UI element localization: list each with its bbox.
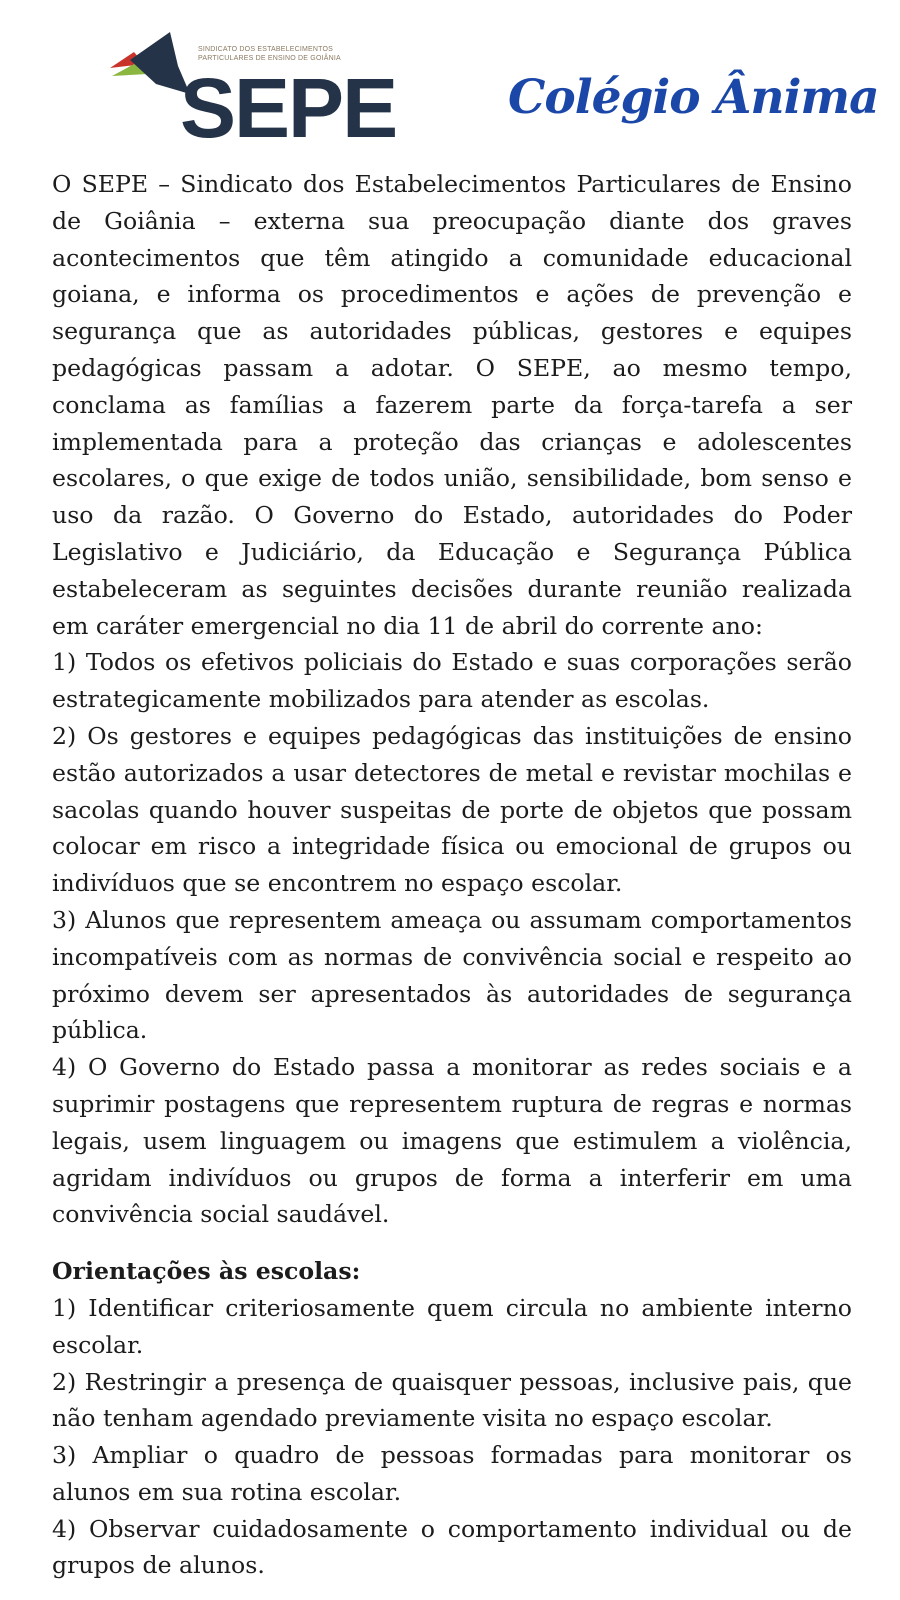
decision-item: 2) Os gestores e equipes pedagógicas das instituições de ensino estão autorizados a usar detectores de metal e revistar mochilas e sacolas quando houver suspeitas de porte de objetos que possam colocar em risco a integridade física ou emocional de grupos ou indivíduos que se encontrem no espaço escolar. xyxy=(52,721,852,898)
orientation-item: 4) Observar cuidadosamente o comportamento individual ou de grupos de alunos. xyxy=(52,1514,852,1580)
orientation-item: 3) Ampliar o quadro de pessoas formadas para monitorar os alunos em sua rotina escolar. xyxy=(52,1441,852,1506)
decision-item: 4) O Governo do Estado passa a monitorar as redes sociais e a suprimir postagens que representem ruptura de regras e normas legais, usem linguagem ou imagens que estimulem a violência, agridam indivíduos ou grupos de forma a interferir em uma convivência social saudável. xyxy=(52,1053,852,1229)
header xyxy=(0,0,900,160)
orientations-heading: Orientações às escolas: xyxy=(52,1257,361,1286)
orientation-item: 2) Restringir a presença de quaisquer pessoas, inclusive pais, que não tenham agendado previamente visita no espaço escolar. xyxy=(52,1367,852,1433)
sepe-logo-wordmark: SEPE xyxy=(180,61,397,155)
decision-item: 1) Todos os efetivos policiais do Estado e suas corporações serão estrategicamente mobilizados para atender as escolas. xyxy=(52,648,852,714)
sepe-bird-icon xyxy=(108,32,190,98)
sepe-logo-subtitle: SINDICATO DOS ESTABELECIMENTOS PARTICULARES DE ENSINO DE GOIÂNIA xyxy=(198,46,341,62)
document-body xyxy=(52,166,852,1584)
colegio-anima-logo: Colégio Ânima xyxy=(508,70,879,125)
sepe-logo xyxy=(108,28,397,155)
orientation-item: 1) Identificar criteriosamente quem circula no ambiente interno escolar. xyxy=(52,1293,852,1359)
section-spacer xyxy=(52,1233,852,1253)
intro-paragraph: O SEPE – Sindicato dos Estabelecimentos Particulares de Ensino de Goiânia – externa sua preocupação diante dos graves acontecimentos que têm atingido a comunidade educacional goiana, e informa os procedimentos e ações de prevenção e segurança que as autoridades públicas, gestores e equipes pedagógicas passam a adotar. O SEPE, ao mesmo tempo, conclama as famílias a fazerem parte da força-tarefa a ser implementada para a proteção das crianças e adolescentes escolares, o que exige de todos união, sensibilidade, bom senso e uso da razão. O Governo do Estado, autoridades do Poder Legislativo e Judiciário, da Educação e Segurança Pública estabeleceram as seguintes decisões durante reunião realizada em caráter emergencial no dia 11 de abril do corrente ano: xyxy=(52,170,852,640)
decision-item: 3) Alunos que representem ameaça ou assumam comportamentos incompatíveis com as normas de convivência social e respeito ao próximo devem ser apresentados às autoridades de segurança pública. xyxy=(52,905,852,1045)
